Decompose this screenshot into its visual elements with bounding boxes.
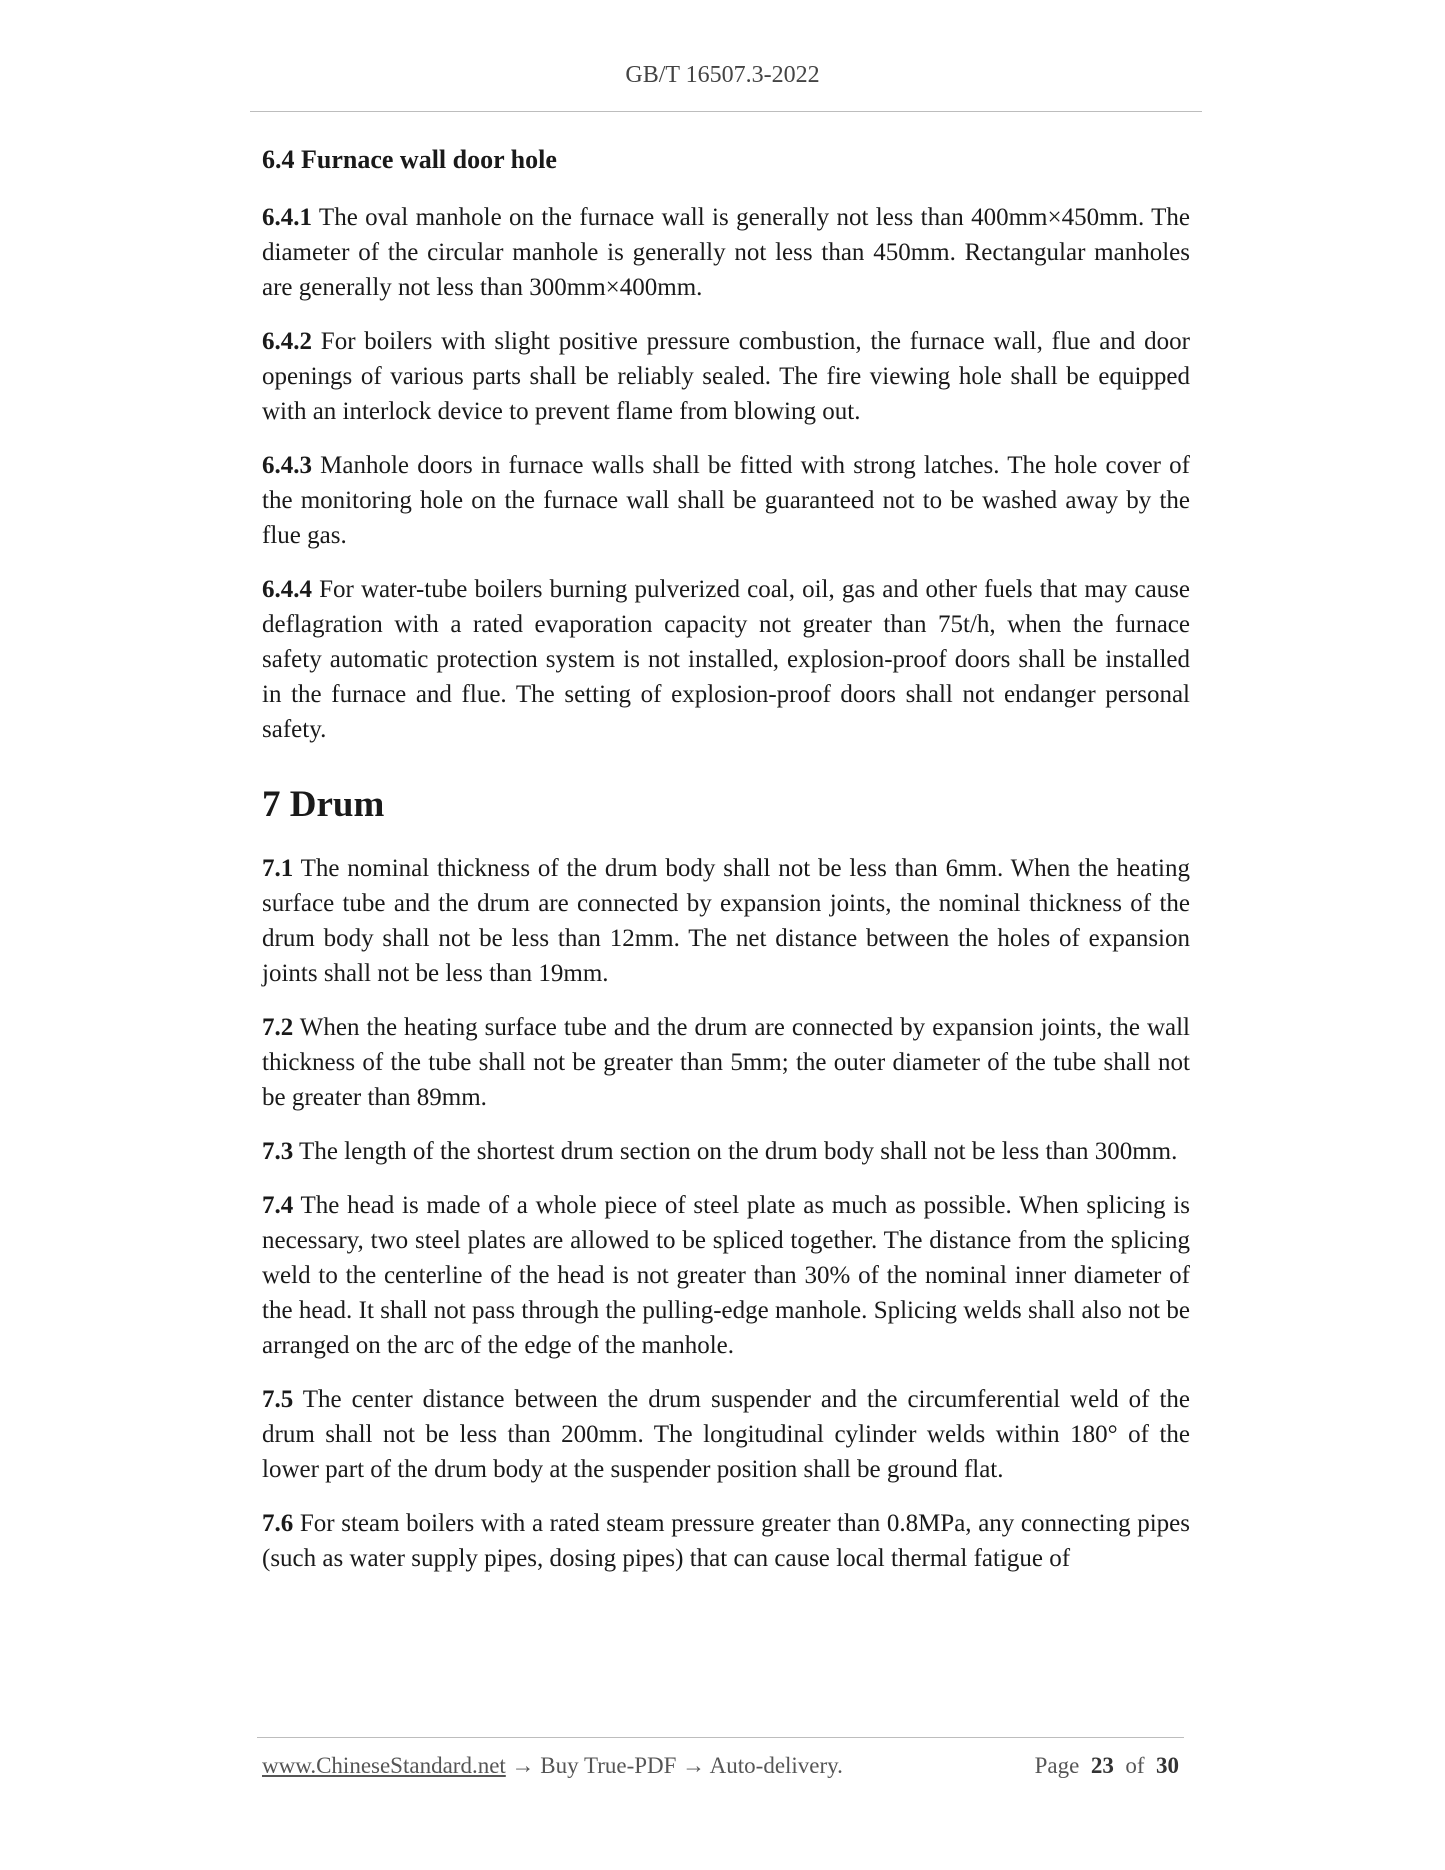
clause-text: The nominal thickness of the drum body shall not be less than 6mm. When the heating surface tube and the drum are connected by expansion joints, the nominal thickness of the drum body shall not be less than 12mm. The net distance between the holes of expansion joints shall not be less than 19mm.	[262, 855, 1190, 987]
clause-7-1	[262, 851, 1190, 991]
page-number	[1035, 1753, 1179, 1779]
clause-7-6	[262, 1506, 1190, 1576]
website-link[interactable]: www.ChineseStandard.net	[262, 1753, 506, 1778]
clause-text: The center distance between the drum suspender and the circumferential weld of the drum shall not be less than 200mm. The longitudinal cylinder welds within 180° of the lower part of the drum body at the suspender position shall be ground flat.	[262, 1386, 1190, 1483]
clause-number: 7.1	[262, 855, 294, 882]
clause-6-4-3	[262, 448, 1190, 553]
page-label: Page	[1034, 1753, 1080, 1778]
page-current: 23	[1090, 1753, 1114, 1778]
clause-text: The length of the shortest drum section on the drum body shall not be less than 300mm.	[293, 1138, 1178, 1165]
clause-number: 7.5	[262, 1386, 294, 1413]
section-title-6-4: 6.4 Furnace wall door hole	[262, 145, 557, 174]
footer-promo-text: → Buy True-PDF → Auto-delivery.	[505, 1753, 843, 1778]
of-label: of	[1125, 1753, 1145, 1778]
clause-number: 7.6	[262, 1510, 294, 1537]
header-divider	[250, 111, 1202, 112]
clause-6-4-1	[262, 200, 1190, 305]
clause-text: Manhole doors in furnace walls shall be fitted with strong latches. The hole cover of the monitoring hole on the furnace wall shall be guaranteed not to be washed away by the flue gas.	[262, 452, 1190, 549]
clause-text: When the heating surface tube and the drum are connected by expansion joints, the wall thickness of the tube shall not be greater than 5mm; the outer diameter of the tube shall not be greater than 89mm.	[262, 1014, 1190, 1111]
clause-7-2	[262, 1010, 1190, 1115]
clause-number: 7.4	[262, 1192, 294, 1219]
clause-number: 7.2	[262, 1014, 294, 1041]
footer-promo	[262, 1753, 843, 1779]
clause-6-4-4	[262, 572, 1190, 747]
clause-text: The oval manhole on the furnace wall is generally not less than 400mm×450mm. The diameter of the circular manhole is generally not less than 450mm. Rectangular manholes are generally not less than 300mm×400mm.	[262, 204, 1190, 301]
clause-7-3	[262, 1134, 1190, 1169]
clause-7-4	[262, 1188, 1190, 1363]
clause-number: 6.4.2	[262, 328, 312, 355]
clause-text: For water-tube boilers burning pulverized coal, oil, gas and other fuels that may cause deflagration with a rated evaporation capacity not greater than 75t/h, when the furnace safety automatic protection system is not installed, explosion-proof doors shall be installed in the furnace and flue. The setting of explosion-proof doors shall not endanger personal safety.	[262, 576, 1190, 743]
clause-number: 6.4.1	[262, 204, 312, 231]
clause-number: 6.4.4	[262, 576, 312, 603]
clause-number: 6.4.3	[262, 452, 312, 479]
chapter-title-7: 7 Drum	[262, 784, 385, 825]
clause-text: For boilers with slight positive pressure combustion, the furnace wall, flue and door openings of various parts shall be reliably sealed. The fire viewing hole shall be equipped with an interlock device to prevent flame from blowing out.	[262, 328, 1190, 425]
page-total: 30	[1156, 1753, 1179, 1778]
clause-number: 7.3	[262, 1138, 294, 1165]
clause-6-4-2	[262, 324, 1190, 429]
clause-text: The head is made of a whole piece of steel plate as much as possible. When splicing is necessary, two steel plates are allowed to be spliced together. The distance from the splicing weld to the centerline of the head is not greater than 30% of the nominal inner diameter of the head. It shall not pass through the pulling-edge manhole. Splicing welds shall also not be arranged on the arc of the edge of the manhole.	[262, 1192, 1190, 1359]
document-header: GB/T 16507.3-2022	[625, 62, 820, 88]
clause-text: For steam boilers with a rated steam pressure greater than 0.8MPa, any connecting pipes (such as water supply pipes, dosing pipes) that can cause local thermal fatigue of	[262, 1510, 1190, 1572]
clause-7-5	[262, 1382, 1190, 1487]
page-content	[262, 140, 1190, 1595]
footer-divider	[257, 1737, 1184, 1738]
